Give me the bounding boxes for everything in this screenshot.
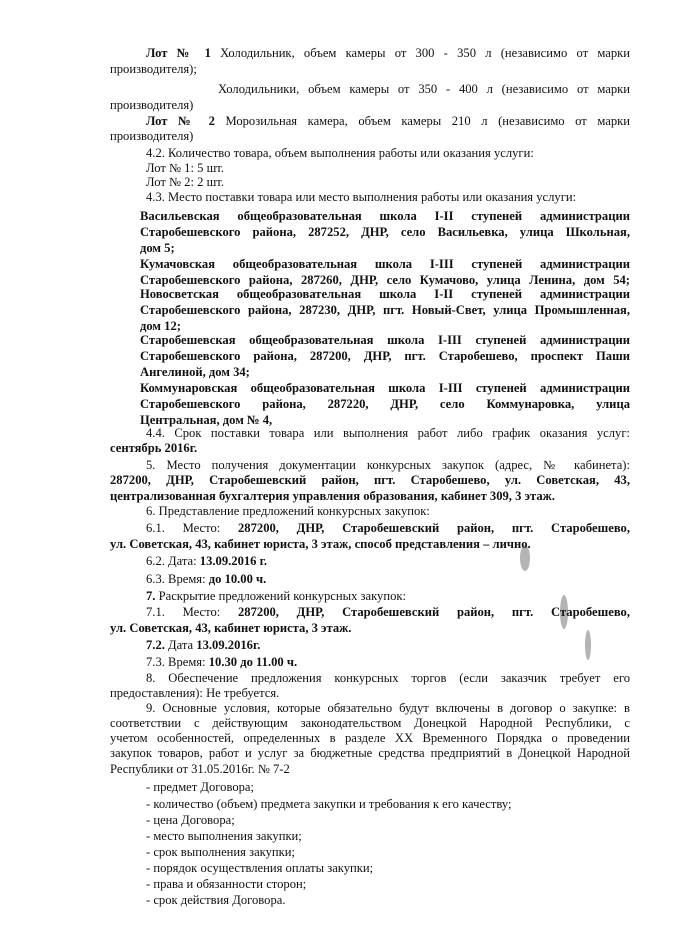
text-segment: 6.1. Место: (146, 521, 238, 535)
text-segment: ул. Советская, 43, кабинет юриста, 3 этаж, способ представления – лично. (110, 537, 531, 551)
text-segment: - предмет Договора; (146, 780, 254, 794)
text-segment: Коммунаровская общеобразовательная школа I-III ступеней администрации (140, 381, 630, 395)
text-segment: 287200, ДНР, Старобешевский район, пгт. Старобешево, (238, 521, 630, 535)
text-segment: 4.3. Место поставки товара или место выполнения работы или оказания услуги: (146, 190, 577, 204)
text-segment: соответствии с действующим законодательством Донецкой Народной Республики, с (110, 716, 630, 730)
text-line (110, 129, 630, 144)
text-line (146, 605, 630, 620)
text-segment: учетом особенностей, определенных в разделе XX Временного Порядка о проведении (110, 731, 630, 745)
text-segment: дом 12; (140, 319, 181, 333)
text-segment: Старобешевского района, 287252, ДНР, село Васильевка, улица Школьная, (140, 225, 630, 239)
text-line (140, 225, 630, 240)
text-segment: Старобешевского района, 287230, ДНР, пгт. Новый-Свет, улица Промышленная, (140, 303, 630, 317)
text-line (146, 638, 630, 653)
text-segment: 6.3. Время: (146, 572, 209, 586)
text-segment: 7.1. Место: (146, 605, 238, 619)
text-line (146, 114, 630, 129)
text-line (110, 686, 630, 701)
text-segment: 10.30 до 11.00 ч. (208, 655, 298, 669)
text-line (140, 273, 630, 288)
scan-smudge (585, 630, 591, 660)
text-line (146, 845, 630, 860)
text-line (110, 762, 630, 777)
text-line (146, 780, 630, 795)
text-line (146, 426, 630, 441)
text-segment: Кумачовская общеобразовательная школа I-III ступеней администрации (140, 257, 630, 271)
text-segment: - права и обязанности сторон; (146, 877, 307, 891)
text-line (140, 287, 630, 302)
text-line (140, 241, 630, 256)
text-segment: Новосветская общеобразовательная школа I-II ступеней администрации (140, 287, 630, 301)
text-segment: 13.09.2016 г. (199, 554, 268, 568)
scan-smudge (560, 595, 568, 629)
text-line (218, 82, 630, 97)
text-line (140, 381, 630, 396)
text-line (140, 333, 630, 348)
text-segment: закупок товаров, работ и услуг за бюджетные средства предприятий в Донецкой Народной (110, 746, 630, 760)
text-line (140, 397, 630, 412)
text-segment: Лот № 2 (146, 114, 215, 128)
text-segment: производителя) (110, 129, 194, 143)
text-segment: Лот № 2: 2 шт. (146, 175, 224, 189)
text-segment: 7.3. Время: (146, 655, 209, 669)
text-segment: 9. Основные условия, которые обязательно будут включены в договор о закупке: в (146, 701, 630, 715)
text-segment: - порядок осуществления оплаты закупки; (146, 861, 374, 875)
text-line (146, 813, 630, 828)
text-segment: Васильевская общеобразовательная школа I-II ступеней администрации (140, 209, 630, 223)
text-line (110, 473, 630, 488)
text-segment: ул. Советская, 43, кабинет юриста, 3 этаж. (110, 621, 352, 635)
text-segment: 13.09.2016г. (196, 638, 261, 652)
text-line (140, 303, 630, 318)
text-line (140, 349, 630, 364)
text-segment: - количество (объем) предмета закупки и требования к его качеству; (146, 797, 512, 811)
text-line (146, 190, 630, 205)
text-line (110, 621, 630, 636)
text-line (146, 161, 630, 176)
text-line (146, 146, 630, 161)
text-line (110, 537, 630, 552)
text-segment: 6. Представление предложений конкурсных закупок: (146, 504, 430, 518)
text-segment: 8. Обеспечение предложения конкурсных торгов (если заказчик требует его (146, 671, 630, 685)
text-segment: Холодильник, объем камеры от 300 - 350 л (независимо от марки (210, 46, 630, 60)
text-line (146, 554, 630, 569)
text-line (146, 521, 630, 536)
text-segment: Дата (168, 638, 197, 652)
text-segment: 4.4. Срок поставки товара или выполнения работ либо график оказания услуг: (146, 426, 630, 440)
text-segment: производителя) (110, 98, 194, 112)
text-line (146, 829, 630, 844)
text-line (146, 175, 630, 190)
text-segment: 7. (146, 589, 159, 603)
text-segment: - срок выполнения закупки; (146, 845, 296, 859)
text-line (146, 893, 630, 908)
text-line (146, 504, 630, 519)
text-line (110, 62, 630, 77)
text-segment: 287200, ДНР, Старобешевский район, пгт. Старобешево, ул. Советская, 43, (110, 473, 630, 487)
text-segment: Старобешевского района, 287260, ДНР, село Кумачово, улица Ленина, дом 54; (140, 273, 630, 287)
text-segment: Старобешевского района, 287200, ДНР, пгт. Старобешево, проспект Паши (140, 349, 630, 363)
text-line (140, 319, 630, 334)
text-line (140, 257, 630, 272)
text-segment: - место выполнения закупки; (146, 829, 302, 843)
text-segment: производителя); (110, 62, 197, 76)
text-line (146, 671, 630, 686)
text-segment: - срок действия Договора. (146, 893, 286, 907)
text-segment: Раскрытие предложений конкурсных закупок: (158, 589, 407, 603)
text-line (146, 572, 630, 587)
text-segment: 6.2. Дата: (146, 554, 200, 568)
text-segment: 4.2. Количество товара, объем выполнения работы или оказания услуги: (146, 146, 534, 160)
text-line (146, 861, 630, 876)
text-line (110, 716, 630, 731)
text-line (146, 877, 630, 892)
text-line (146, 797, 630, 812)
text-segment: Ангелиной, дом 34; (140, 365, 250, 379)
scan-smudge (520, 545, 530, 571)
text-line (146, 46, 630, 61)
text-line (146, 655, 630, 670)
text-line (146, 701, 630, 716)
text-segment: 5. Место получения документации конкурсных закупок (адрес, № кабинета): (146, 458, 630, 472)
text-segment: дом 5; (140, 241, 175, 255)
text-segment: Республики от 31.05.2016г. № 7-2 (110, 762, 290, 776)
text-line (110, 98, 630, 113)
text-segment: сентябрь 2016г. (110, 441, 198, 455)
text-segment: 7.2. (146, 638, 169, 652)
text-line (146, 458, 630, 473)
text-line (110, 746, 630, 761)
text-segment: Старобешевская общеобразовательная школа I-III ступеней администрации (140, 333, 630, 347)
text-segment: до 10.00 ч. (208, 572, 267, 586)
text-segment: предоставления): Не требуется. (110, 686, 280, 700)
text-segment: Лот № 1: 5 шт. (146, 161, 224, 175)
text-segment: Центральная, дом № 4, (140, 413, 273, 427)
text-segment: Старобешевского района, 287220, ДНР, село Коммунаровка, улица (140, 397, 630, 411)
text-line (140, 209, 630, 224)
text-line (110, 489, 630, 504)
text-line (110, 731, 630, 746)
text-segment: централизованная бухгалтерия управления образования, кабинет 309, 3 этаж. (110, 489, 555, 503)
text-line (140, 365, 630, 380)
text-line (146, 589, 630, 604)
text-segment: Лот № 1 (146, 46, 211, 60)
text-segment: Морозильная камера, объем камеры 210 л (независимо от марки (214, 114, 630, 128)
text-line (110, 441, 630, 456)
text-segment: 287200, ДНР, Старобешевский район, пгт. Старобешево, (238, 605, 630, 619)
text-segment: - цена Договора; (146, 813, 235, 827)
text-segment: Холодильники, объем камеры от 350 - 400 л (независимо от марки (218, 82, 630, 96)
